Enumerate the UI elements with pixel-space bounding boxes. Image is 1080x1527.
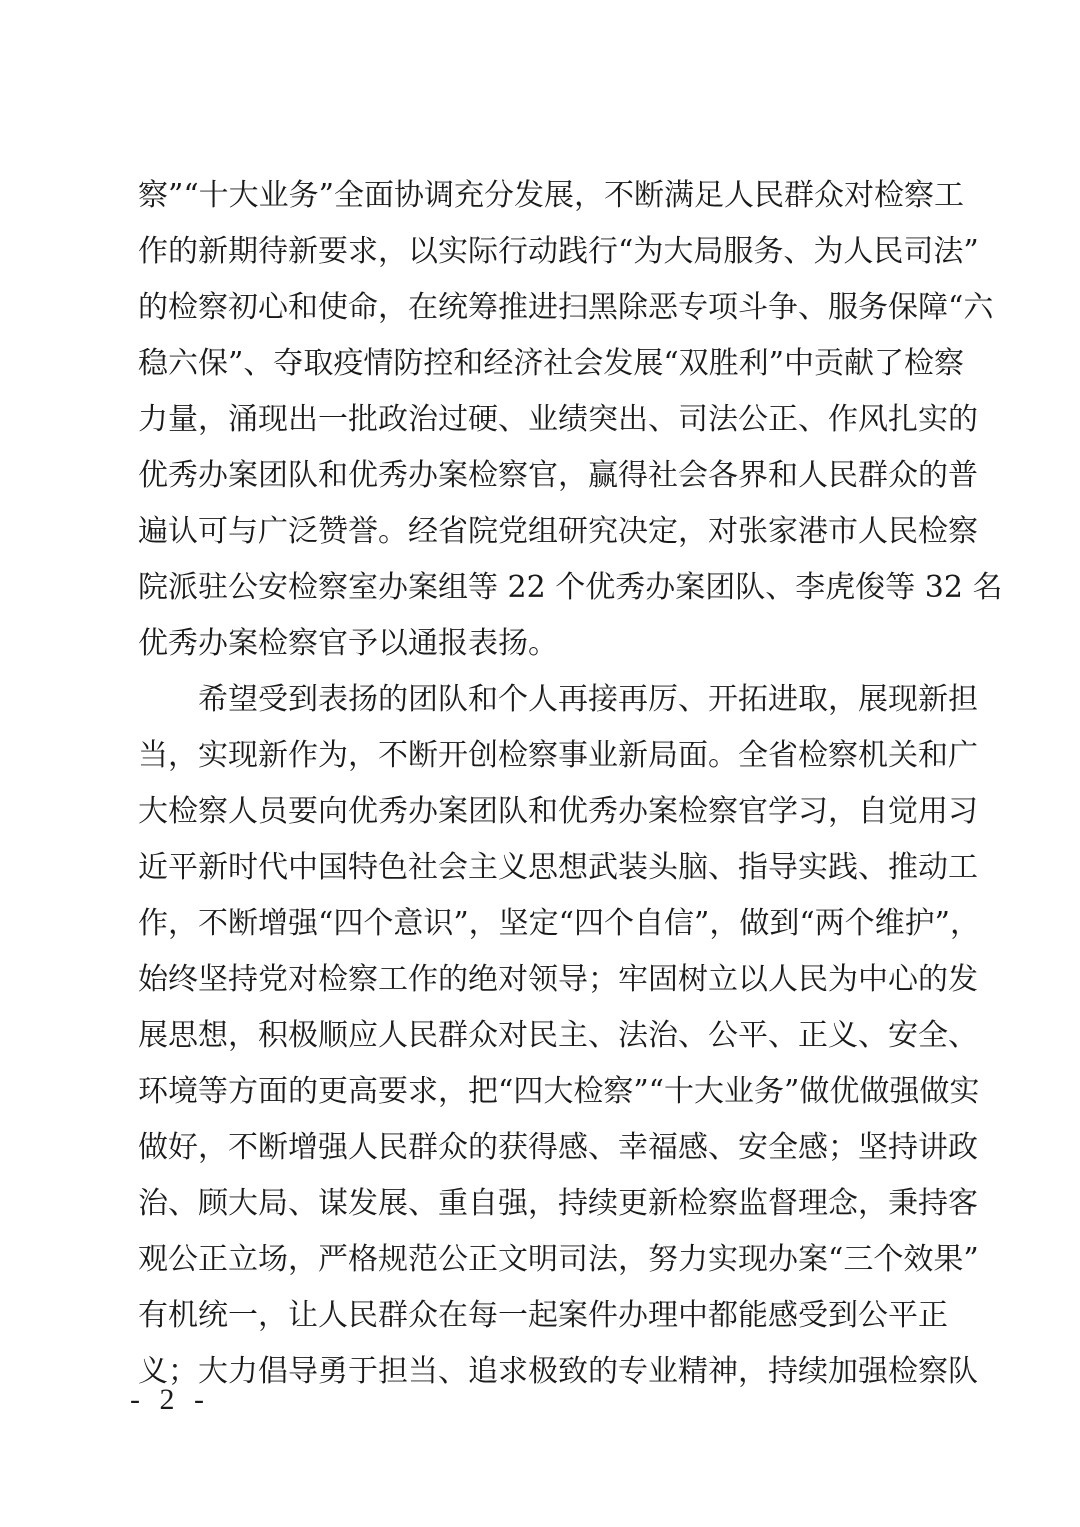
text-line: 作，不断增强“四个意识”，坚定“四个自信”，做到“两个维护”， [138, 906, 981, 941]
text-line: 观公正立场，严格规范公正文明司法，努力实现办案“三个效果” [138, 1242, 979, 1277]
text-line: 优秀办案检察官予以通报表扬。 [138, 626, 558, 661]
text-line: 治、顾大局、谋发展、重自强，持续更新检察监督理念，秉持客 [138, 1186, 978, 1221]
text-line: 遍认可与广泛赞誉。经省院党组研究决定，对张家港市人民检察 [138, 514, 978, 549]
text-line: 环境等方面的更高要求，把“四大检察”“十大业务”做优做强做实 [138, 1074, 980, 1109]
text-line: 院派驻公安检察室办案组等 22 个优秀办案团队、李虎俊等 32 名 [138, 570, 1003, 605]
text-line: 察”“十大业务”全面协调充分发展，不断满足人民群众对检察工 [138, 178, 965, 213]
text-line: 当，实现新作为，不断开创检察事业新局面。全省检察机关和广 [138, 738, 978, 773]
text-line: 优秀办案团队和优秀办案检察官，赢得社会各界和人民群众的普 [138, 458, 978, 493]
text-line: 力量，涌现出一批政治过硬、业绩突出、司法公正、作风扎实的 [138, 402, 978, 437]
text-line: 的检察初心和使命，在统筹推进扫黑除恶专项斗争、服务保障“六 [138, 290, 994, 325]
text-line: 义；大力倡导勇于担当、追求极致的专业精神，持续加强检察队 [138, 1354, 978, 1389]
text-line: 大检察人员要向优秀办案团队和优秀办案检察官学习，自觉用习 [138, 794, 978, 829]
page-number: - 2 - [130, 1383, 210, 1416]
text-line: 有机统一，让人民群众在每一起案件办理中都能感受到公平正 [138, 1298, 948, 1333]
body-text [138, 168, 1003, 1400]
text-line: 近平新时代中国特色社会主义思想武装头脑、指导实践、推动工 [138, 850, 978, 885]
text-line: 展思想，积极顺应人民群众对民主、法治、公平、正义、安全、 [138, 1018, 978, 1053]
text-line: 做好，不断增强人民群众的获得感、幸福感、安全感；坚持讲政 [138, 1130, 978, 1165]
paragraph-first-line: 希望受到表扬的团队和个人再接再厉、开拓进取，展现新担 [198, 682, 978, 717]
text-line: 稳六保”、夺取疫情防控和经济社会发展“双胜利”中贡献了检察 [138, 346, 965, 381]
text-line: 始终坚持党对检察工作的绝对领导；牢固树立以人民为中心的发 [138, 962, 978, 997]
text-line: 作的新期待新要求，以实际行动践行“为大局服务、为人民司法” [138, 234, 979, 269]
